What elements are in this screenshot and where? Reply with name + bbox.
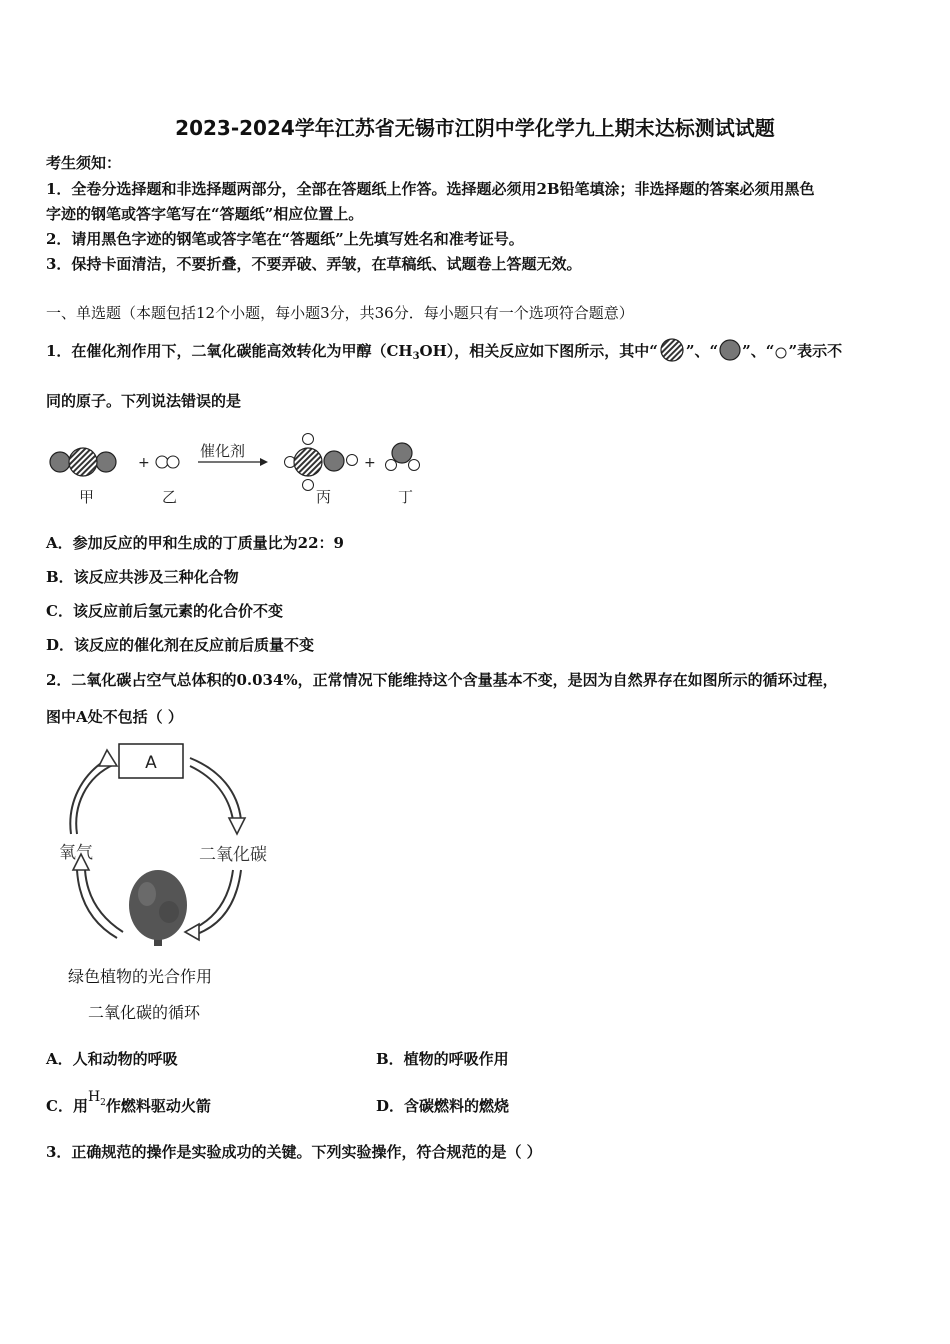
label-yi: 乙: [162, 488, 178, 506]
page-title: 2023-2024学年江苏省无锡市江阴中学化学九上期末达标测试试题: [175, 116, 775, 140]
molecule-jia-icon: [50, 448, 116, 476]
q1-sep-2: ”、“: [742, 342, 775, 360]
q2-option-c: [46, 1089, 211, 1118]
q2-stem-line-2: 图中A处不包括（ ）: [46, 708, 183, 726]
q1-stem-sub: 3: [412, 351, 420, 362]
notice-heading: 考生须知：: [46, 154, 122, 172]
q3-stem: 3．正确规范的操作是实验成功的关键。下列实验操作，符合规范的是（ ）: [46, 1143, 542, 1161]
white-atom-icon: [774, 346, 788, 360]
q1-sep-1: ”、“: [685, 342, 719, 360]
label-bing: 丙: [316, 488, 332, 506]
arrow-head-3: [185, 924, 199, 940]
label-oxygen: 氧气: [59, 843, 93, 863]
q2-stem-line-1: 2．二氧化碳占空气总体积的0.034%，正常情况下能维持这个含量基本不变，是因为自然界存在如图所示的循环过程，: [46, 671, 838, 689]
arrow-head-1: [99, 750, 117, 766]
molecule-yi-icon: [156, 456, 179, 468]
q1-option-c: C．该反应前后氢元素的化合价不变: [46, 602, 283, 620]
q1-stem-line-1: [46, 338, 842, 362]
catalyst-label: 催化剂: [200, 442, 246, 460]
molecule-bing-icon: [285, 434, 358, 491]
q1-stem-line-2: 同的原子。下列说法错误的是: [46, 392, 242, 410]
plus-sign-1: +: [138, 455, 150, 471]
label-ding: 丁: [398, 488, 414, 506]
tree-icon: [129, 870, 187, 946]
q1-option-d: D．该反应的催化剂在反应前后质量不变: [46, 636, 315, 654]
plus-sign-2: +: [364, 455, 376, 471]
section-heading: 一、单选题（本题包括12个小题，每小题3分，共36分．每小题只有一个选项符合题意）: [46, 304, 634, 322]
arrow-head-2: [229, 818, 245, 834]
q2-option-c-pre: C．用: [46, 1097, 88, 1115]
q2-option-b: B．植物的呼吸作用: [376, 1050, 509, 1068]
label-co2: 二氧化碳: [199, 845, 267, 865]
hatched-atom-icon: [658, 338, 686, 362]
notice-line-2: 字迹的钢笔或答字笔写在“答题纸”相应位置上。: [46, 205, 364, 223]
q1-option-b: B．该反应共涉及三种化合物: [46, 568, 239, 586]
h2-h: H: [87, 1089, 101, 1105]
label-photosynthesis: 绿色植物的光合作用: [68, 967, 213, 986]
notice-line-4: 3．保持卡面清洁，不要折叠，不要弄破、弄皱，在草稿纸、试题卷上答题无效。: [46, 255, 582, 273]
q2-option-c-post: 作燃料驱动火箭: [105, 1097, 211, 1115]
box-a-label: A: [145, 753, 157, 773]
gray-atom-icon: [718, 339, 742, 361]
co2-cycle-diagram: [55, 742, 295, 947]
q1-stem-b: OH），相关反应如下图所示，其中“: [419, 342, 658, 360]
h2-formula: [87, 1089, 106, 1108]
q1-option-a: A．参加反应的甲和生成的丁质量比为22：9: [46, 534, 344, 552]
q2-option-d: D．含碳燃料的燃烧: [376, 1097, 510, 1115]
h2-sub: 2: [100, 1097, 106, 1108]
notice-line-3: 2．请用黑色字迹的钢笔或答字笔在“答题纸”上先填写姓名和准考证号。: [46, 230, 524, 248]
notice-line-1: 1．全卷分选择题和非选择题两部分，全部在答题纸上作答。选择题必须用2B铅笔填涂；非选择题的答案必须用黑色: [46, 180, 815, 198]
diagram-caption: 二氧化碳的循环: [88, 1003, 201, 1022]
q1-stem-a: 1．在催化剂作用下，二氧化碳能高效转化为甲醇（CH: [46, 342, 413, 360]
molecule-ding-icon: [386, 443, 420, 471]
q1-stem-c: ”表示不: [788, 342, 843, 360]
q1-reaction-diagram: [46, 430, 436, 510]
label-jia: 甲: [79, 488, 95, 506]
q2-option-a: A．人和动物的呼吸: [46, 1050, 178, 1068]
